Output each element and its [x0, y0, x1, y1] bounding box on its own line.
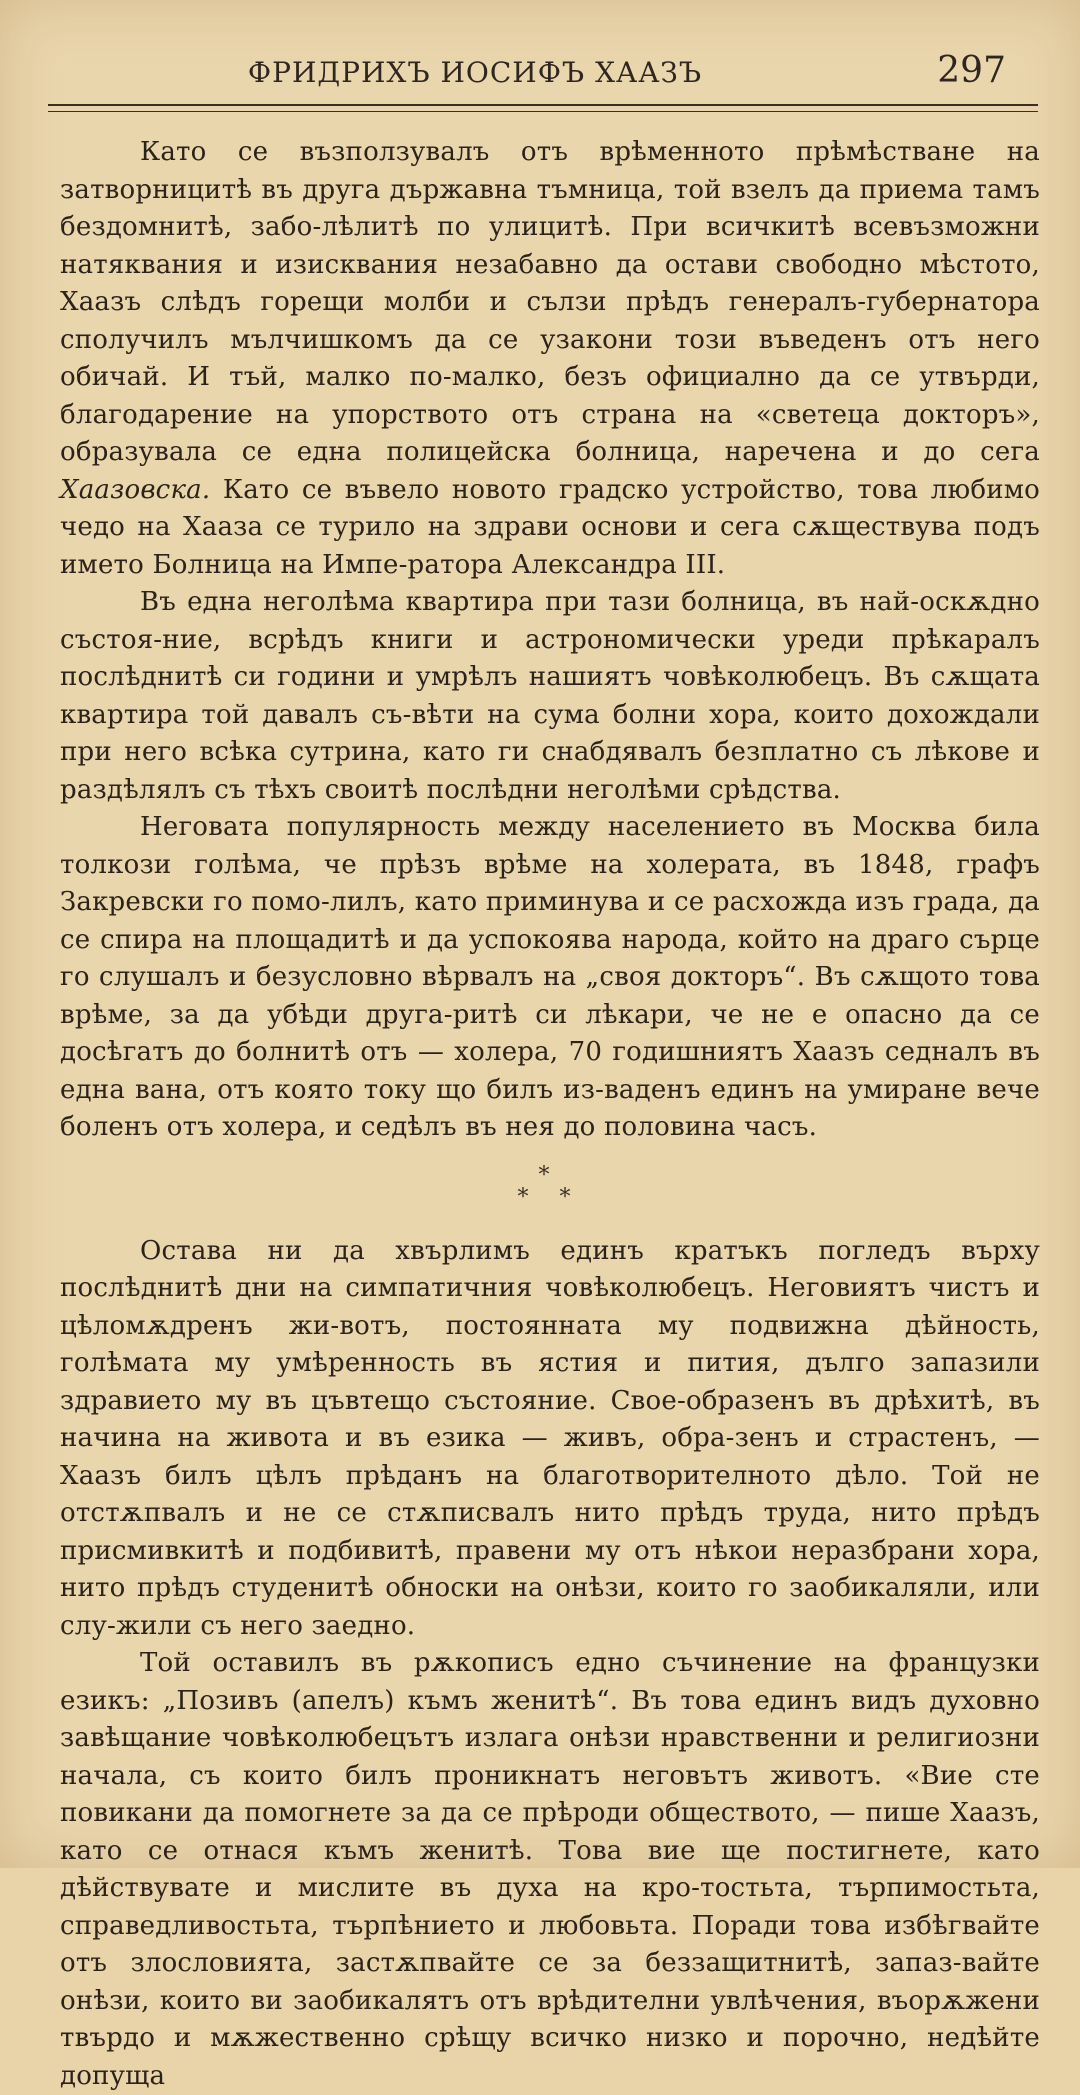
- paragraph-2: Въ една неголѣма квартира при тази болница, въ най-оскѫдно състоя-ние, всрѣдъ книги и астрономически уреди прѣкаралъ послѣднитѣ си години и умрѣлъ нашиятъ човѣколюбецъ. Въ сѫщата квартира той давалъ съ-вѣти на сума болни хора, които дохождали при него всѣка сутрина, като ги снабдявалъ безплатно съ лѣкове и раздѣлялъ съ тѣхъ своитѣ послѣдни неголѣми срѣдства.: [60, 587, 1040, 805]
- page-header: [40, 46, 1040, 96]
- section-separator: [60, 1147, 1040, 1233]
- paragraph-1-italic: Хаазовска.: [60, 474, 211, 505]
- running-title: ФРИДРИХЪ ИОСИФЪ ХААЗЪ: [247, 56, 703, 89]
- asterism: * * *: [517, 1162, 583, 1210]
- paragraph-1: [60, 134, 1040, 584]
- header-rule-thick: [48, 104, 1038, 106]
- paragraph-4: Остава ни да хвърлимъ единъ кратъкъ погледъ върху послѣднитѣ дни на симпатичния човѣколюбецъ. Неговиятъ чистъ и цѣломѫдренъ жи-вотъ, постоянната му подвижна дѣйность, голѣмата му умѣренность въ ястия и пития, дълго запазили здравието му въ цъвтещо състояние. Свое-образенъ въ дрѣхитѣ, въ начина на живота и въ езика — живъ, обра-зенъ и страстенъ, — Хаазъ билъ цѣлъ прѣданъ на благотворителното дѣло. Той не отстѫпвалъ и не се стѫписвалъ нито прѣдъ труда, нито прѣдъ присмивкитѣ и подбивитѣ, правени му отъ нѣкои неразбрани хора, нито прѣдъ студенитѣ обноски на онѣзи, които го заобикаляли, или слу-жили съ него заедно.: [60, 1235, 1040, 1641]
- header-rule-thin: [48, 111, 1038, 112]
- page-body: [60, 134, 1040, 2091]
- paragraph-3: Неговата популярность между населението въ Москва била толкози голѣма, че прѣзъ врѣме на холерата, въ 1848, графъ Закревски го помо-лилъ, като приминува и се расхожда изъ града, да се спира на площадитѣ и да успокоява народа, който на драго сърце го слушалъ и безусловно вѣрвалъ на „своя докторъ“. Въ сѫщото това врѣме, за да убѣди друга-ритѣ си лѣкари, че не е опасно да се досѣгатъ до болнитѣ отъ — холера, 70 годишниятъ Хаазъ седналъ въ една вана, отъ която току що билъ из-ваденъ единъ на умиране вече боленъ отъ холера, и седѣлъ въ нея до половина часъ.: [60, 812, 1040, 1142]
- page-number: 297: [937, 50, 1006, 91]
- paragraph-5: Той оставилъ въ рѫкописъ едно съчинение на французки езикъ: „Позивъ (апелъ) къмъ женитѣ“. Въ това единъ видъ духовно завѣщание човѣколюбецътъ излага онѣзи нравственни и религиозни начала, съ които билъ проникнатъ неговътъ животъ. «Вие сте повикани да помогнете за да се прѣроди обществото, — пише Хаазъ, като се отнася къмъ женитѣ. Това вие ще постигнете, като дѣйствувате и мислите въ духа на кро-тостьта, търпимостьта, справедливостьта, търпѣнието и любовьта. Поради това избѣгвайте отъ злословията, застѫпвайте се за беззащитнитѣ, запаз-вайте онѣзи, които ви заобикалятъ отъ врѣдителни увлѣчения, въорѫжени твърдо и мѫжественно срѣщу всичко низко и порочно, недѣйте допуща: [60, 1648, 1040, 2091]
- paragraph-1-text-a: Като се възползувалъ отъ врѣменното прѣмѣстване на затворницитѣ въ друга държавна тъмница, той взелъ да приема тамъ бездомнитѣ, забо-лѣлитѣ по улицитѣ. При всичкитѣ всевъзможни натяквания и изисквания незабавно да остави свободно мѣстото, Хаазъ слѣдъ горещи молби и сълзи прѣдъ генералъ-губернатора сполучилъ мълчишкомъ да се узакони този въведенъ отъ него обичай. И тъй, малко по-малко, безъ официално да се утвърди, благодарение на упорството отъ страна на «светеца докторъ», образувала се една полицейска болница, наречена и до сега: [60, 137, 1040, 467]
- paragraph-1-text-b: Като се въвело новото градско устройство, това любимо чедо на Хааза се турило на здрави основи и сега сѫществува подъ името Болница на Импе-ратора Александра III.: [60, 474, 1040, 580]
